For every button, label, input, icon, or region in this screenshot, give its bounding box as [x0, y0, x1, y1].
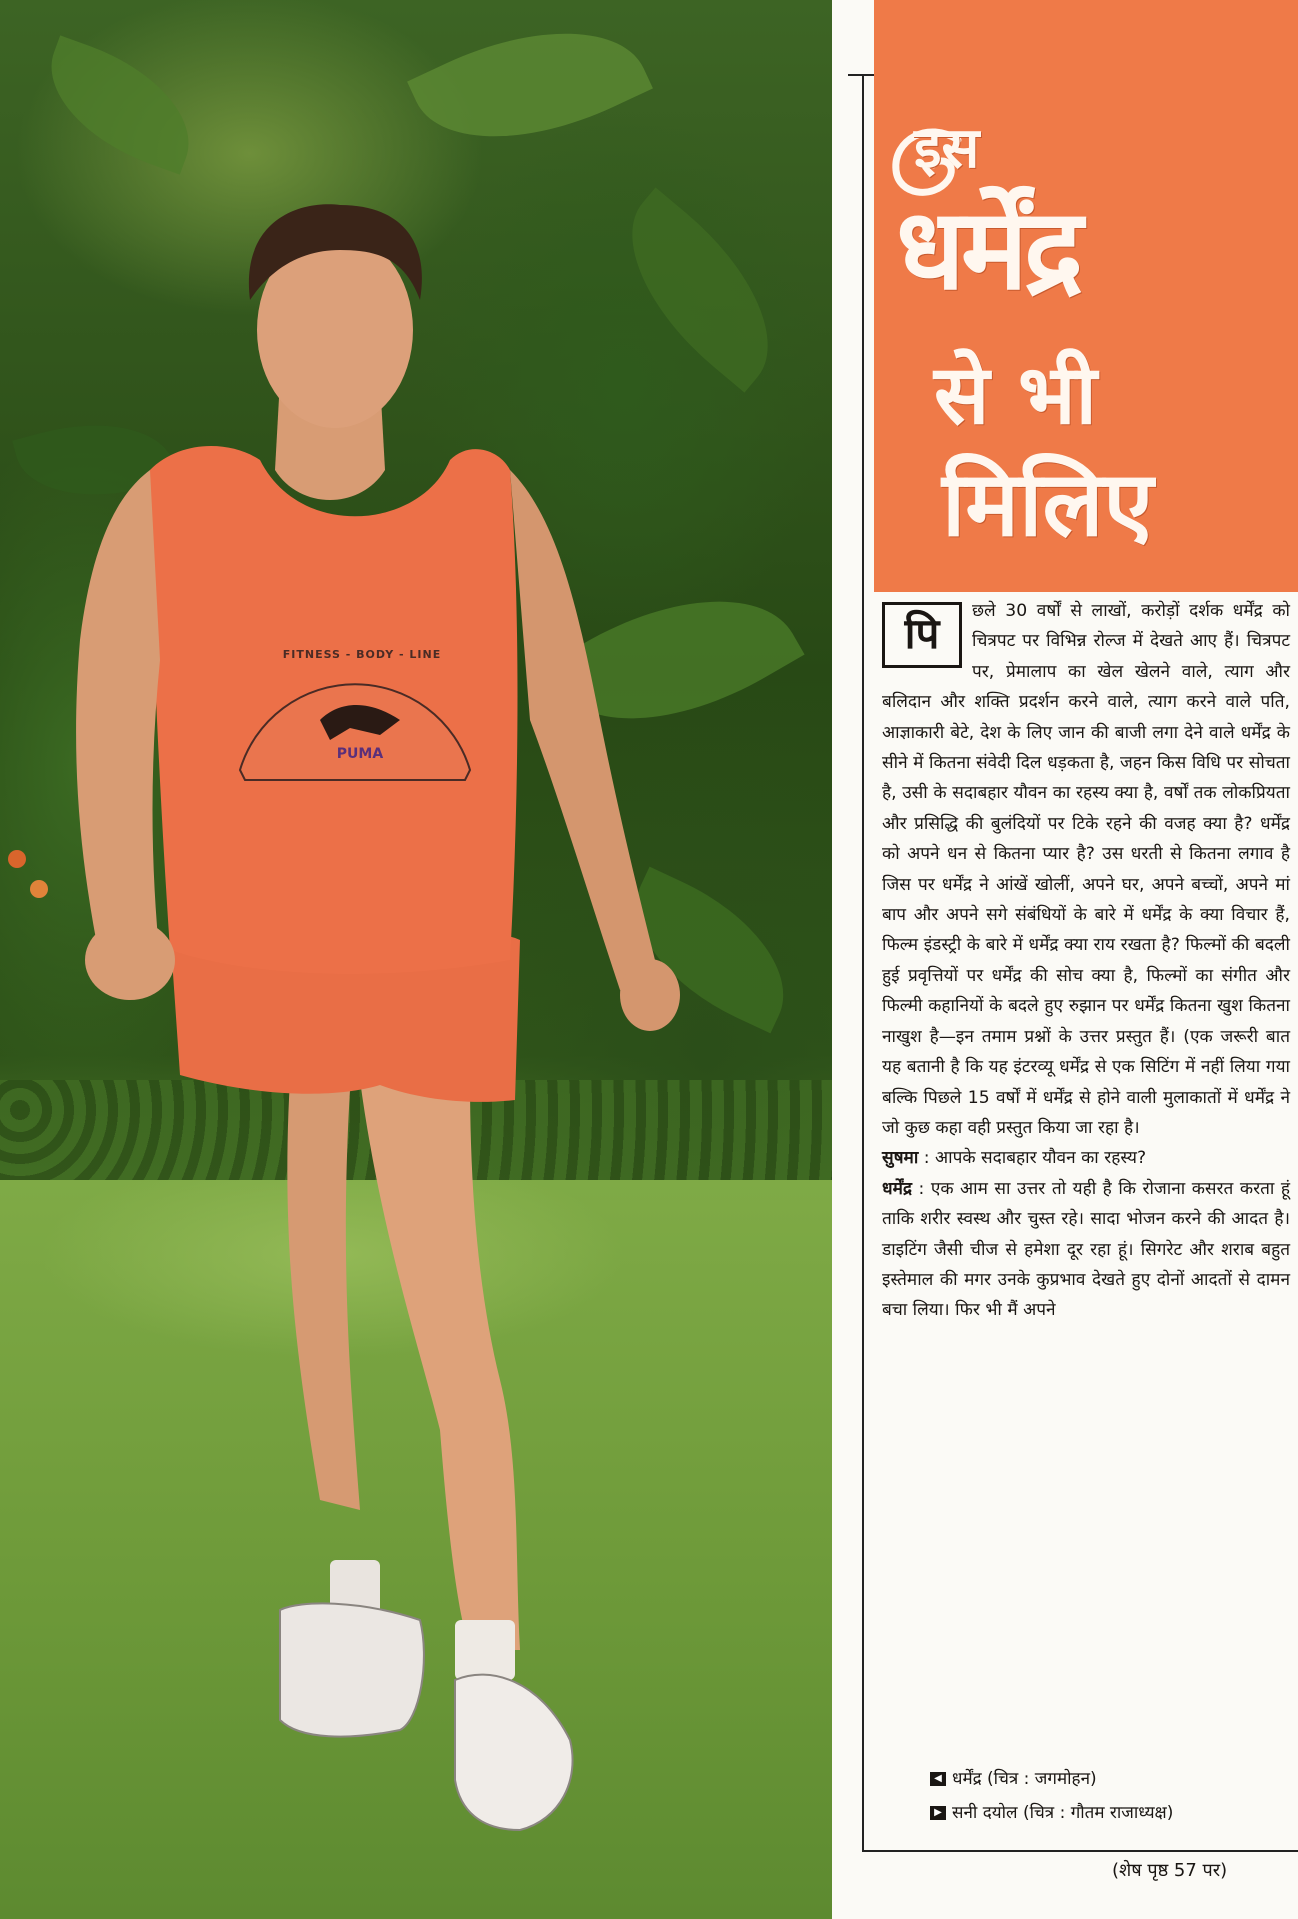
question-1 — [882, 1143, 1290, 1173]
shoe — [280, 1603, 424, 1736]
arrow-left-icon: ◀ — [930, 1772, 946, 1786]
right-arm — [510, 470, 660, 990]
article-lead: छले 30 वर्षों से लाखों, करोड़ों दर्शक धर्मेंद्र को चित्रपट पर विभिन्न रोल्ज में देखते आए हैं। चित्रपट पर, प्रेमालाप का खेल खेलने वाले, त्याग और बलिदान और शक्ति प्रदर्शन करने वाले, त्याग करने वाले पति, आज्ञाकारी बेटे, देश के लिए जान की बाजी लगा देने वाले धर्मेंद्र के सीने में कितना संवेदी दिल धड़कता है, जहन किस विधि पर सोचता है, उसी के सदाबहार यौवन का रहस्य क्या है, वर्षों तक लोकप्रियता और प्रसिद्धि की बुलंदियों पर टिके रहने की वजह क्या है? धर्मेंद्र को अपने धन से कितना प्यार है? उस धरती से कितना लगाव है जिस पर धर्मेंद्र ने आंखें खोलीं, अपने घर, अपने बच्चों, अपने मां बाप और अपने सगे संबंधियों के बारे में धर्मेंद्र के क्या विचार हैं, फिल्म इंडस्ट्री के बारे में धर्मेंद्र क्या राय रखता है? फिल्मों की बदली हुई प्रवृत्तियों पर धर्मेंद्र की सोच क्या है, फिल्मों का संगीत और फिल्मी कहानियों के बदले हुए रुझान पर धर्मेंद्र कितना खुश कितना नाखुश है—इन तमाम प्रश्नों के उत्तर प्रस्तुत हैं। (एक जरूरी बात यह बतानी है कि यह इंटरव्यू धर्मेंद्र से एक सिटिंग में नहीं लिया गया बल्कि पिछले 15 वर्षों में धर्मेंद्र से होने वाली मुलाकातों में धर्मेंद्र ने जो कुछ कहा वही प्रस्तुत किया जा रहा है। — [882, 601, 1290, 1138]
article-body — [882, 596, 1290, 1326]
credit-line-1 — [930, 1762, 1290, 1796]
rule-left — [862, 74, 864, 1852]
credit-text-1: धर्मेंद्र (चित्र : जगमोहन) — [952, 1769, 1097, 1789]
right-fist — [620, 959, 680, 1031]
left-fist — [85, 920, 175, 1000]
shoe — [455, 1675, 573, 1830]
credit-text-2: सनी दयोल (चित्र : गौतम राजाध्यक्ष) — [952, 1803, 1174, 1823]
headline-line-1: इस — [914, 115, 980, 181]
left-arm — [76, 470, 160, 960]
headline-line-4: मिलिए — [942, 451, 1154, 557]
rule-bottom — [862, 1850, 1298, 1852]
speaker-sushma: सुषमा — [882, 1148, 919, 1169]
credit-line-2 — [930, 1796, 1290, 1830]
answer-1 — [882, 1174, 1290, 1326]
sock — [455, 1620, 515, 1680]
continued-note: (शेष पृष्ठ 57 पर) — [1112, 1860, 1228, 1881]
headline-line-3: से भी — [934, 347, 1097, 443]
answer-text: : एक आम सा उत्तर तो यही है कि रोजाना कसरत करता हूं ताकि शरीर स्वस्थ और चुस्त रहे। सादा भोजन करने की आदत है। डाइटिंग जैसी चीज से हमेशा दूर रहा हूं। सिगरेट और शराब बहुत इस्तेमाल की मगर उनके कुप्रभाव देखते हुए दोनों आदतों से दामन बचा लिया। फिर भी मैं अपने — [882, 1178, 1290, 1321]
question-text: : आपके सदाबहार यौवन का रहस्य? — [923, 1148, 1147, 1169]
arrow-right-icon: ▶ — [930, 1806, 946, 1820]
shirt-print-text: FITNESS - BODY - LINE — [282, 648, 442, 661]
speaker-dharmendra: धर्मेंद्र — [882, 1178, 912, 1199]
shirt-print-brand: PUMA — [336, 746, 384, 762]
photo-credits — [930, 1762, 1290, 1830]
headline-block — [874, 0, 1298, 592]
drop-cap: पि — [882, 602, 962, 668]
headline-line-2: धर्मेंद्र — [896, 184, 1080, 315]
